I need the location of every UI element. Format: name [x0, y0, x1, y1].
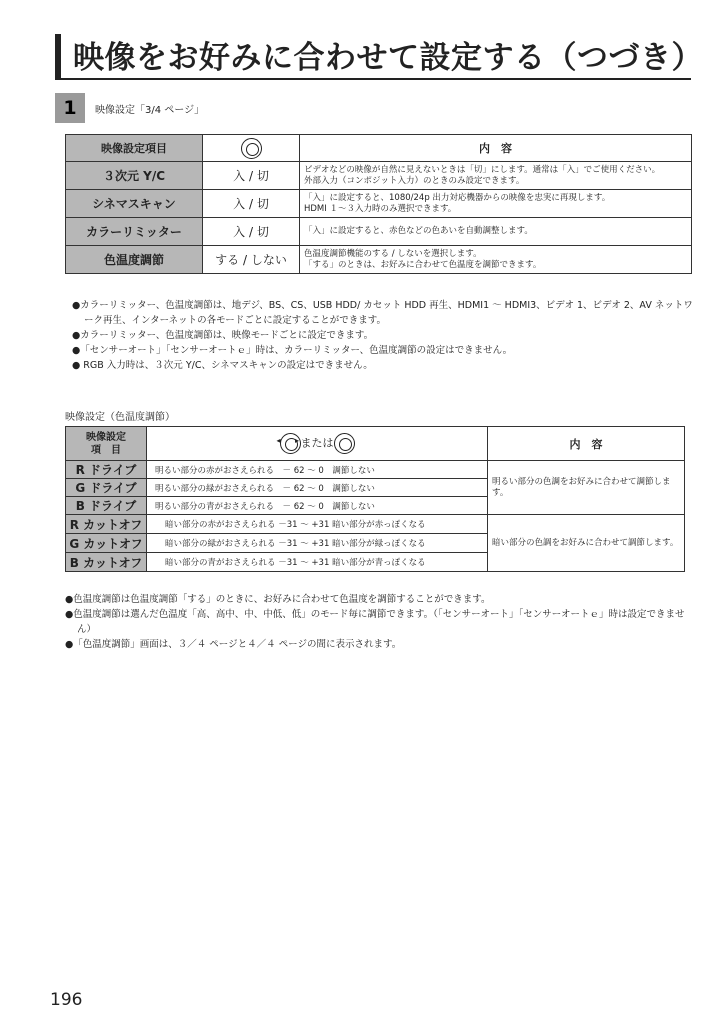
- row-value: 入 / 切: [203, 162, 300, 190]
- table-header-row: [66, 135, 692, 162]
- group-desc-drive: 明るい部分の色調をお好みに合わせて調節します。: [488, 461, 685, 515]
- row-item: カラーリミッター: [66, 218, 203, 246]
- table-header-row: [66, 427, 685, 461]
- step-number-box: 1: [55, 93, 85, 123]
- header-icons: [147, 427, 488, 461]
- page-number: 196: [50, 990, 83, 1010]
- table-row: [66, 162, 692, 190]
- note-item: ●色温度調節は選んだ色温度「高、高中、中、中低、低」のモード毎に調節できます。（「センサーオート」「センサーオートｅ」時は設定できません）: [65, 609, 685, 635]
- color-temperature-table: [65, 426, 685, 572]
- notes-1: [72, 298, 702, 373]
- page-title: 映像をお好みに合わせて設定する（つづき）: [73, 40, 703, 76]
- group-desc-cutoff: 暗い部分の色調をお好みに合わせて調節します。: [488, 515, 685, 572]
- note-item: ●カラーリミッター、色温度調節は、映像モードごとに設定できます。: [72, 330, 374, 341]
- row-item: シネマスキャン: [66, 190, 203, 218]
- row-desc-line: 「入」に設定すると、1080/24p 出力対応機器からの映像を忠実に再現します。: [304, 192, 611, 203]
- table-row: [66, 461, 685, 479]
- row-item: R カットオフ: [66, 515, 147, 534]
- row-item: G カットオフ: [66, 534, 147, 553]
- table-row: [66, 515, 685, 534]
- row-desc: [300, 162, 692, 190]
- row-item: G ドライブ: [66, 479, 147, 497]
- row-item: B カットオフ: [66, 553, 147, 572]
- header-item: 映像設定項目: [66, 135, 203, 162]
- note-item: ●「センサーオート」「センサーオートｅ」時は、カラーリミッター、色温度調節の設定はできません。: [72, 345, 513, 356]
- header-content: 内 容: [488, 427, 685, 461]
- header-icon: [203, 135, 300, 162]
- row-item: R ドライブ: [66, 461, 147, 479]
- row-desc-line: ビデオなどの映像が自然に見えないときは「切」にします。通常は「入」でご使用ください。: [304, 164, 661, 175]
- row-value: する / しない: [203, 246, 300, 274]
- row-range: 明るい部分の緑がおさえられる － 62 ～ 0 調節しない: [147, 479, 488, 497]
- row-desc: [300, 190, 692, 218]
- row-range: 明るい部分の青がおさえられる － 62 ～ 0 調節しない: [147, 497, 488, 515]
- section-subtitle: 映像設定（色温度調節）: [65, 412, 175, 423]
- row-desc-line: 「入」に設定すると、赤色などの色あいを自動調整します。: [304, 226, 533, 236]
- row-item: ３次元 Y/C: [66, 162, 203, 190]
- title-underline: [55, 78, 691, 80]
- table-row: [66, 190, 692, 218]
- header-item: [66, 427, 147, 461]
- row-value: 入 / 切: [203, 218, 300, 246]
- row-item: 色温度調節: [66, 246, 203, 274]
- row-desc-line: 外部入力（コンポジット入力）のときのみ設定できます。: [304, 175, 525, 186]
- row-value: 入 / 切: [203, 190, 300, 218]
- row-range: 暗い部分の青がおさえられる －31 ～ +31 暗い部分が青っぽくなる: [147, 553, 488, 572]
- row-desc: [300, 246, 692, 274]
- note-item: ●カラーリミッター、色温度調節は、地デジ、BS、CS、USB HDD/ カセット HDD 再生、HDMI1 ～ HDMI3、ビデオ 1、ビデオ 2、AV ネットワーク再生、インターネットの各モードごとに設定することができます。: [72, 300, 693, 326]
- title-accent-bar: [55, 34, 61, 78]
- row-desc-line: 「する」のときは、お好みに合わせて色温度を調節できます。: [304, 259, 542, 270]
- row-range: 明るい部分の赤がおさえられる － 62 ～ 0 調節しない: [147, 461, 488, 479]
- table-row: [66, 246, 692, 274]
- step-label: 映像設定「3/4 ページ」: [95, 105, 205, 116]
- row-desc-line: 色温度調節機能のする / しないを選択します。: [304, 248, 482, 259]
- note-item: ●「色温度調節」画面は、３／４ ページと４／４ ページの間に表示されます。: [65, 639, 402, 650]
- row-desc: [300, 218, 692, 246]
- left-right-dial-icon: [280, 433, 301, 454]
- header-content: 内 容: [300, 135, 692, 162]
- row-range: 暗い部分の赤がおさえられる －31 ～ +31 暗い部分が赤っぽくなる: [147, 515, 488, 534]
- row-desc-line: HDMI １～３入力時のみ選択できます。: [304, 203, 457, 214]
- settings-table: [65, 134, 692, 274]
- row-range: 暗い部分の緑がおさえられる －31 ～ +31 暗い部分が緑っぽくなる: [147, 534, 488, 553]
- header-item-line: 映像設定: [86, 431, 126, 443]
- header-item-line: 項 目: [91, 444, 121, 456]
- notes-2: [65, 592, 695, 652]
- note-item: ●色温度調節は色温度調節「する」のときに、お好みに合わせて色温度を調節することができます。: [65, 594, 491, 605]
- note-item: ● RGB 入力時は、３次元 Y/C、シネマスキャンの設定はできません。: [72, 360, 373, 371]
- dial-icon: [241, 138, 262, 159]
- header-or-label: または: [300, 436, 334, 450]
- row-item: B ドライブ: [66, 497, 147, 515]
- table-row: [66, 218, 692, 246]
- dial-icon: [334, 433, 355, 454]
